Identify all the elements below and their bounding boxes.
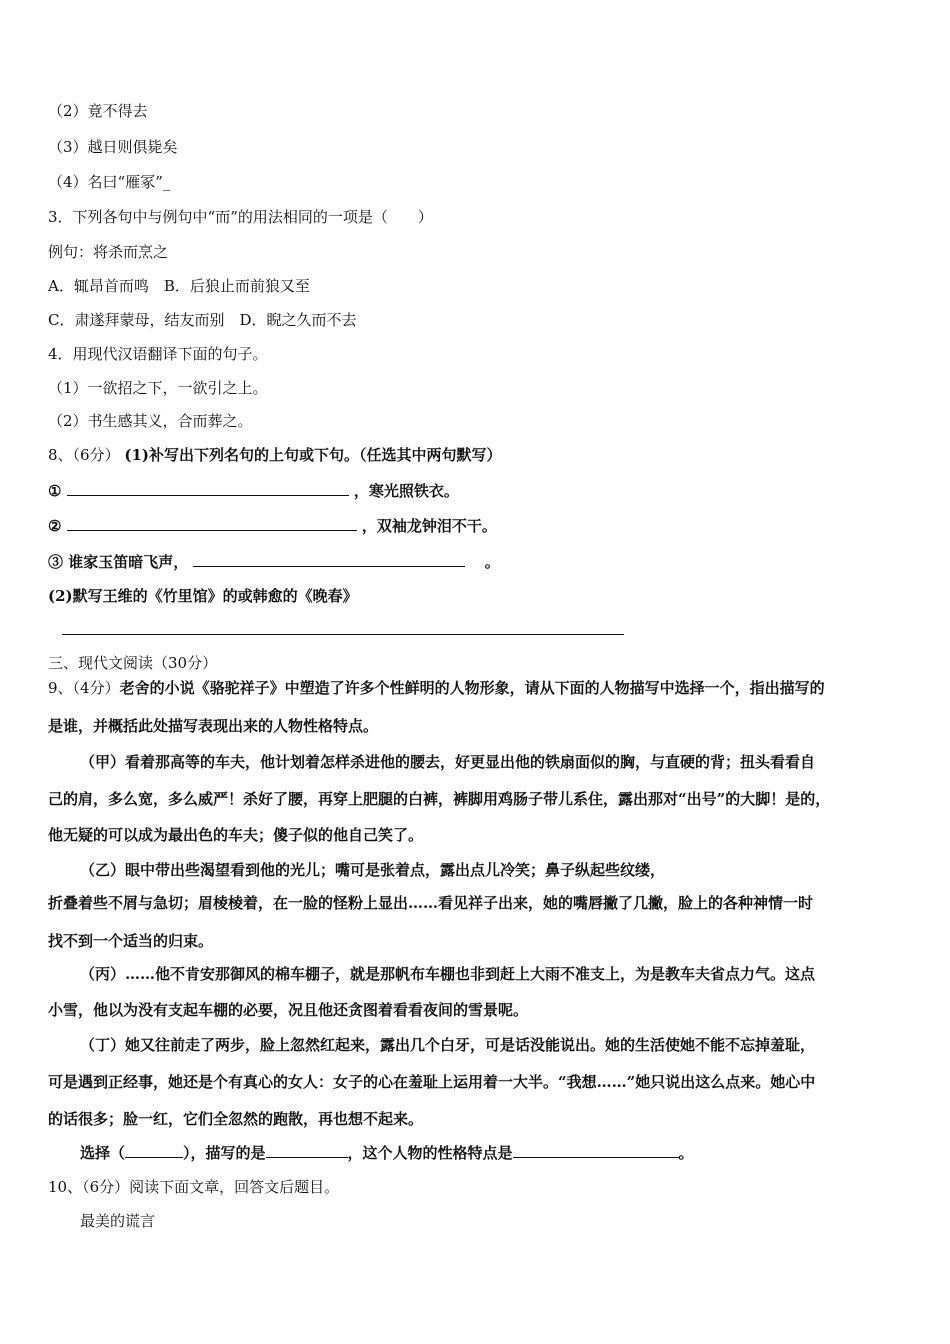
q9-answer-choose-label: 选择（ — [80, 1144, 126, 1162]
q10-article-title: 最美的谎言 — [80, 1212, 156, 1230]
q8-part2-answer-line[interactable] — [62, 634, 624, 635]
q4-stem: 4．用现代汉语翻译下面的句子。 — [48, 345, 268, 363]
section-3-heading: 三、现代文阅读（30分） — [48, 654, 218, 672]
q9-passage-ding-3: 的话很多；脸一红，它们全忽然的跑散，再也想不起来。 — [48, 1110, 424, 1128]
q3-stem: 3．下列各句中与例句中“而”的用法相同的一项是（ ） — [48, 208, 433, 226]
q9-answer-trait-blank[interactable] — [513, 1143, 679, 1158]
q8-line-2-text: ，双袖龙钟泪不干。 — [361, 517, 497, 535]
q8-line-3-blank[interactable] — [193, 552, 465, 567]
q2-item-2: （2）竟不得去 — [48, 102, 148, 120]
q9-passage-bing-1: （丙）……他不肯安那御风的棉车棚子，就是那帆布车棚也非到赶上大雨不准支上，为是教车夫省点力气。这点 — [80, 965, 816, 983]
q8-line-2 — [48, 516, 497, 536]
q9-answer-trait-label: ，这个人物的性格特点是 — [347, 1144, 513, 1162]
q9-passage-yi-3: 找不到一个适当的归束。 — [48, 932, 214, 950]
q9-passage-jia-2: 己的肩，多么宽，多么威严！杀好了腰，再穿上肥腿的白裤，裤脚用鸡肠子带儿系住，露出那对“出号”的大脚！是的， — [48, 790, 831, 808]
q4-sentence-2: （2）书生感其义，合而葬之。 — [48, 412, 253, 430]
q2-item-4: （4）名曰“雁冢”_ — [48, 173, 171, 191]
q9-stem-line-2: 是谁，并概括此处描写表现出来的人物性格特点。 — [48, 717, 379, 735]
q8-part2-prompt: (2)默写王维的《竹里馆》的或韩愈的《晚春》 — [48, 587, 358, 605]
q9-answer-choice-blank[interactable] — [125, 1143, 183, 1158]
q8-part1-prompt: (1)补写出下列名句的上句或下句。（任选其中两句默写） — [124, 446, 502, 464]
q9-answer-described-label: ），描写的是 — [183, 1144, 266, 1162]
q10-number: 10、（6分） — [48, 1178, 130, 1196]
q10-heading — [48, 1177, 339, 1197]
q9-passage-yi-1: （乙）眼中带出些渴望看到他的光儿；嘴可是张着点，露出点儿冷笑；鼻子纵起些纹缕， — [80, 861, 666, 879]
q9-answer-end: 。 — [678, 1144, 694, 1162]
q8-heading — [48, 445, 502, 465]
q8-line-1-marker: ① — [48, 482, 62, 500]
q9-passage-ding-1: （丁）她又往前走了两步，脸上忽然红起来，露出几个白牙，可是话没能说出。她的生活使她不能不忘掉羞耻， — [80, 1036, 816, 1054]
q8-line-2-blank[interactable] — [67, 516, 357, 531]
q8-line-1-text: ，寒光照铁衣。 — [353, 482, 459, 500]
q3-example: 例句：将杀而烹之 — [48, 243, 169, 261]
q8-line-2-marker: ② — [48, 517, 62, 535]
q9-number: 9、（4分） — [48, 679, 120, 697]
q9-passage-ding-2: 可是遇到正经事，她还是个有真心的女人：女子的心在羞耻上运用着一大半。“我想……”她只说出这么点来。她心中 — [48, 1073, 816, 1091]
q2-item-3: （3）越日则俱毙矣 — [48, 138, 178, 156]
q8-line-3-text: ③ 谁家玉笛暗飞声， — [48, 553, 189, 571]
q9-passage-jia-1: （甲）看着那高等的车夫，他计划着怎样杀进他的腰去，好更显出他的铁扇面似的胸，与直硬的背；扭头看看自 — [80, 753, 816, 771]
q9-passage-yi-2: 折叠着些不屑与急切；眉棱棱着，在一脸的怪粉上显出……看见祥子出来，她的嘴唇撇了几撇，脸上的各种神情一时 — [48, 894, 814, 912]
q9-answer-line — [80, 1143, 694, 1163]
q4-sentence-1: （1）一欲招之下，一欲引之上。 — [48, 379, 268, 397]
q8-line-3-end: 。 — [484, 553, 500, 571]
q8-line-1 — [48, 481, 459, 501]
q9-answer-character-blank[interactable] — [266, 1143, 348, 1158]
q8-number: 8、（6分） — [48, 446, 120, 464]
q3-options-cd: C．肃遂拜蒙母，结友而别 D．睨之久而不去 — [48, 311, 357, 329]
q8-line-3 — [48, 552, 500, 572]
q10-stem: 阅读下面文章，回答文后题目。 — [129, 1178, 340, 1196]
q9-stem-line-1 — [48, 678, 825, 698]
q8-line-1-blank[interactable] — [67, 481, 349, 496]
q9-stem-text: 老舍的小说《骆驼祥子》中塑造了许多个性鲜明的人物形象，请从下面的人物描写中选择一个，指出描写的 — [119, 679, 825, 697]
q3-options-ab: A．辄昂首而鸣 B．后狼止而前狼又至 — [48, 277, 310, 295]
q9-passage-jia-3: 他无疑的可以成为最出色的车夫；傻子似的他自己笑了。 — [48, 826, 424, 844]
q9-passage-bing-2: 小雪，他以为没有支起车棚的必要，况且他还贪图着看看夜间的雪景呢。 — [48, 1001, 529, 1019]
